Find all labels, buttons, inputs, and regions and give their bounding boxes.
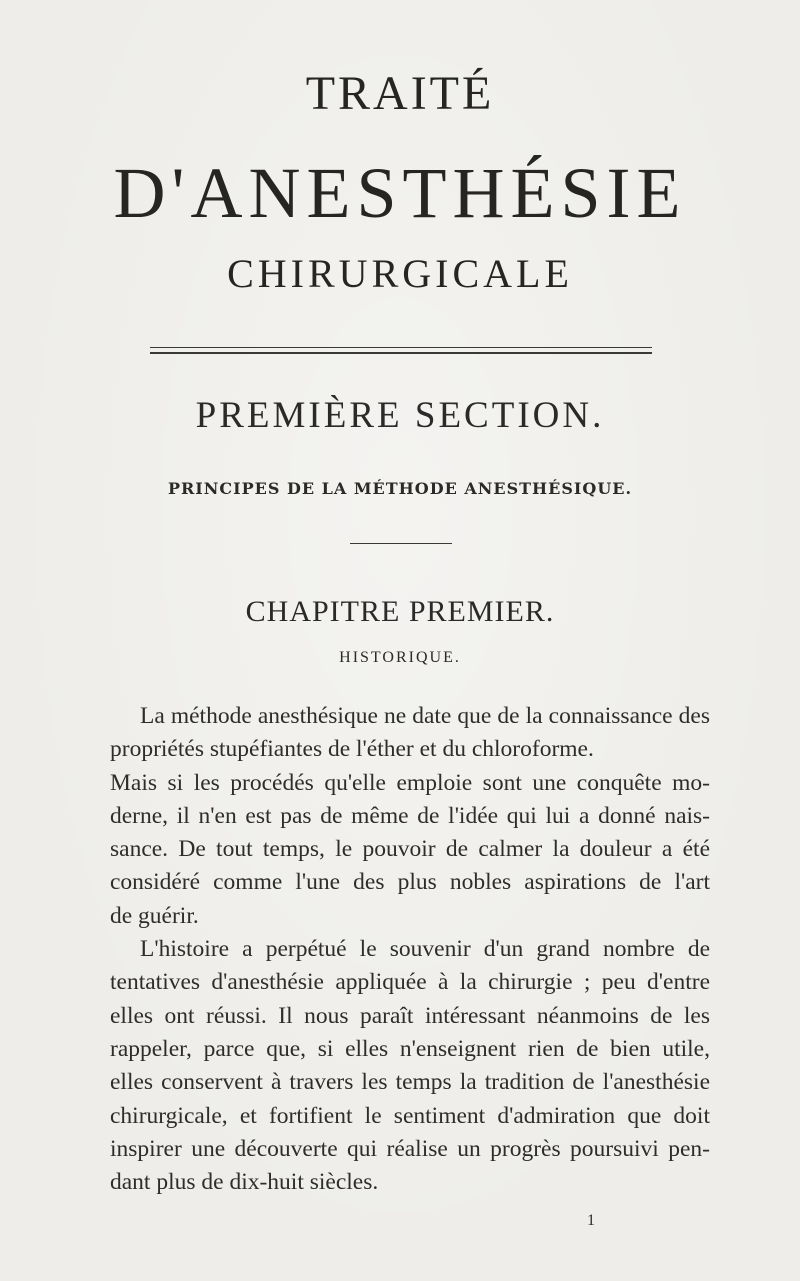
paragraph-line: La méthode anesthésique ne date que de la connaissance des [140, 703, 710, 729]
paragraph-line: inspirer une découverte qui réalise un progrès poursuivi pen- [110, 1135, 710, 1162]
paragraph-line: derne, il n'en est pas de même de l'idée qui lui a donné nais- [110, 802, 710, 829]
paragraph-line: Mais si les procédés qu'elle emploie sont une conquête mo- [110, 769, 710, 796]
paragraph-line: considéré comme l'une des plus nobles aspirations de l'art [110, 869, 710, 896]
title-line-3: CHIRURGICALE [227, 251, 573, 296]
paragraph-line: L'histoire a perpétué le souvenir d'un grand nombre de [140, 936, 710, 963]
paragraph-line: elles conservent à travers les temps la tradition de l'anesthésie [110, 1069, 710, 1096]
title-divider-thick [150, 352, 652, 354]
paragraph-line: dant plus de dix-huit siècles. [110, 1169, 379, 1196]
paragraph-line: chirurgicale, et fortifient le sentiment d'admiration que doit [110, 1102, 710, 1129]
section-divider [350, 543, 452, 544]
section-subtitle: PRINCIPES DE LA MÉTHODE ANESTHÉSIQUE. [167, 479, 633, 498]
paragraph-line: tentatives d'anesthésie appliquée à la chirurgie ; peu d'entre [110, 969, 710, 996]
title-divider-thin [150, 347, 652, 348]
chapter-subtitle: HISTORIQUE. [339, 649, 461, 666]
body-text [110, 700, 710, 1199]
title-line-2: D'ANESTHÉSIE [113, 153, 687, 233]
paragraph-line: de guérir. [110, 902, 199, 929]
paragraph-line: rappeler, parce que, si elles n'enseignent rien de bien utile, [110, 1035, 710, 1062]
chapter-title: CHAPITRE PREMIER. [245, 595, 555, 628]
title-line-1: TRAITÉ [305, 67, 495, 120]
paragraph-line: propriétés stupéfiantes de l'éther et du chloroforme. [110, 736, 594, 763]
paragraph-line: sance. De tout temps, le pouvoir de calmer la douleur a été [110, 836, 710, 863]
page-number: 1 [587, 1212, 595, 1229]
section-title: PREMIÈRE SECTION. [195, 395, 605, 436]
paragraph-line: elles ont réussi. Il nous paraît intéressant néanmoins de les [110, 1002, 710, 1029]
